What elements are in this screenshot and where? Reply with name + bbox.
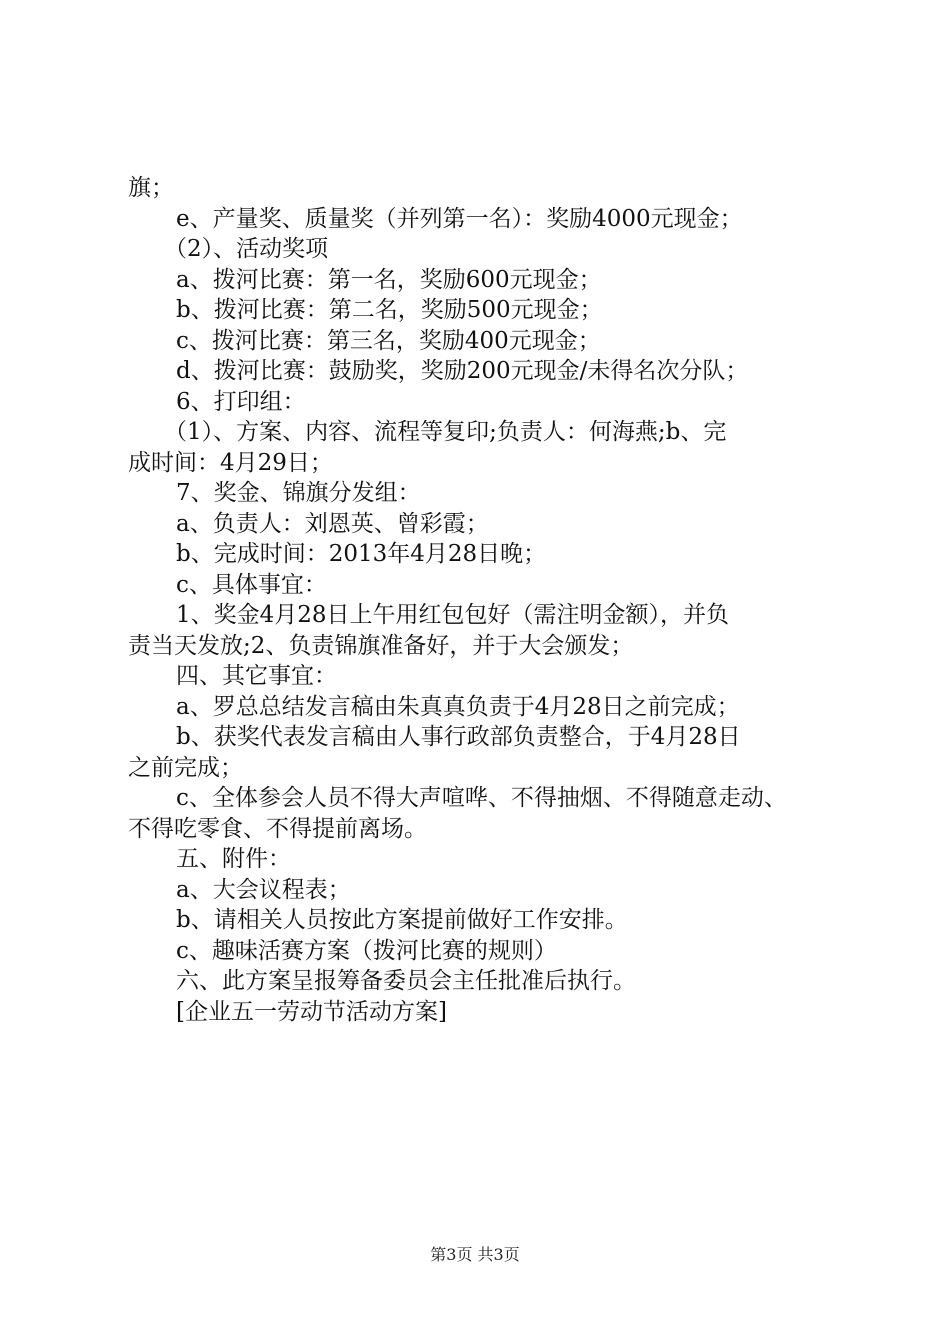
document-body <box>128 173 833 1027</box>
text-line: 成时间：4月29日； <box>128 449 333 476</box>
text-line: c、具体事宜： <box>176 571 327 598</box>
text-line: （1）、方案、内容、流程等复印;负责人：何海燕;b、完 <box>164 419 727 445</box>
text-line: e、产量奖、质量奖（并列第一名）：奖励4000元现金； <box>176 205 743 232</box>
text-line: 1、奖金4月28日上午用红包包好（需注明金额），并负 <box>176 602 730 628</box>
text-line: 五、附件： <box>176 846 291 872</box>
text-line: 7、奖金、锦旗分发组： <box>176 480 421 506</box>
text-line: 责当天发放;2、负责锦旗准备好，并于大会颁发； <box>128 632 634 659</box>
text-line: b、拨河比赛：第二名，奖励500元现金； <box>176 297 603 323</box>
text-line: a、负责人：刘恩英、曾彩霞； <box>176 510 489 537</box>
text-line: 旗； <box>128 175 174 201</box>
text-line: b、获奖代表发言稿由人事行政部负责整合，于4月28日 <box>176 724 741 750</box>
text-line: 不得吃零食、不得提前离场。 <box>128 815 427 842</box>
text-line: c、趣味活赛方案（拨河比赛的规则） <box>176 937 557 964</box>
text-line: c、全体参会人员不得大声喧哗、不得抽烟、不得随意走动、 <box>176 785 787 811</box>
text-line: 6、打印组： <box>176 388 306 415</box>
text-line: c、拨河比赛：第三名，奖励400元现金； <box>176 327 601 354</box>
text-line: b、请相关人员按此方案提前做好工作安排。 <box>176 907 628 933</box>
text-line: d、拨河比赛：鼓励奖，奖励200元现金/未得名次分队； <box>176 358 749 384</box>
page-footer <box>0 1242 950 1265</box>
text-line: 六、此方案呈报筹备委员会主任批准后执行。 <box>176 968 636 994</box>
text-line: （2）、活动奖项 <box>164 236 329 262</box>
text-line: [企业五一劳动节活动方案] <box>176 998 447 1025</box>
text-line: a、大会议程表； <box>176 876 351 903</box>
text-line: 四、其它事宜： <box>176 663 337 689</box>
text-line: a、罗总总结发言稿由朱真真负责于4月28日之前完成； <box>176 693 740 720</box>
text-line: a、拨河比赛：第一名，奖励600元现金； <box>176 266 602 293</box>
page-number: 第3页 共3页 <box>430 1245 520 1264</box>
text-line: b、完成时间：2013年4月28日晚； <box>176 541 547 567</box>
text-line: 之前完成； <box>128 754 243 781</box>
